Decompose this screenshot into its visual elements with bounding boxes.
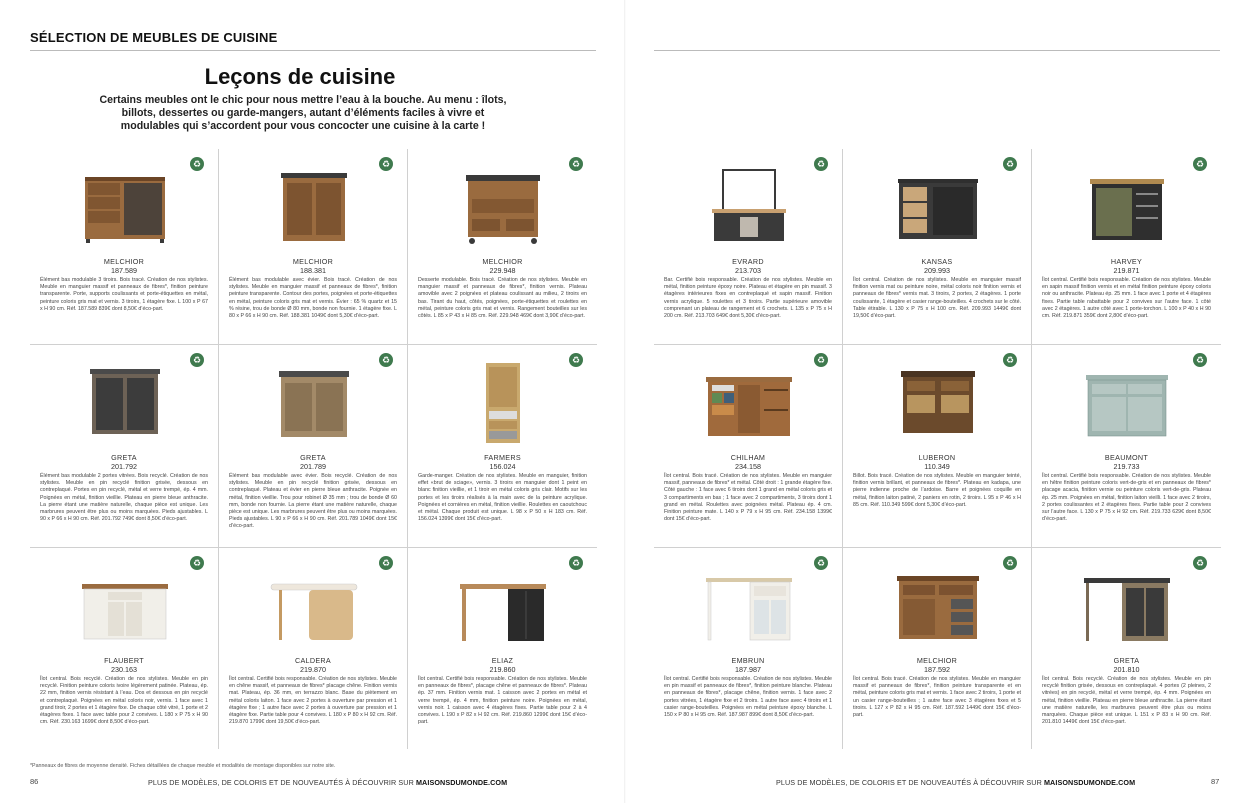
page-number-left: 86 bbox=[30, 777, 39, 786]
product-description: Îlot central. Certifié bois responsable. Création de nos stylistes. Meuble en pin massif et panneaux de fibres*, finition peinture blanche. Plateau en panneaux de fibres*, placage chêne, finition vernis. 1 face avec 2 portes vitrées, 1 étagère fixe et 2 tiroirs. 1 autre face avec 4 tiroirs et 1 casier range-bouteilles. Poignées en métal peinture époxy blanche. L 150 x P 80 x H 95 cm. Réf. 187.987 899€ dont 8,50€ d’éco-part. bbox=[664, 676, 832, 719]
eco-leaf-icon: ♻ bbox=[1003, 157, 1017, 171]
oval-island-icon bbox=[269, 562, 359, 650]
product-description: Desserte modulable. Bois tracé. Création de nos stylistes. Meuble en manguier massif et panneaux de fibres*, finition vernis. Plateau amovible avec 2 poignées et plateau coulissant au milieu, 2 tiroirs en bas. Tirant du haut, côtés, poignées, porte-étiquettes et roulettes en métal, peinture coloris gris mat et vernis. Rangement bouteilles sur les côtés. L 85 x P 43 x H 85 cm. Réf. 229.948 469€ dont 3,90€ d’éco-part. bbox=[418, 277, 587, 320]
product-description: Îlot central. Création de nos stylistes. Meuble en manguier massif finition vernis mat ou peinture noire, métal coloris noir finition vernis et panneaux de fibres* vernis mat. 3 tiroirs, 2 portes, 2 étagères. 1 porte coulissante, 1 étagère et casier range-bouteilles. 4 crochets sur le côté. Table étirable. L 130 x P 75 x H 100 cm. Réf. 209.993 1449€ dont 19,50€ d’éco-part. bbox=[853, 277, 1021, 320]
eco-leaf-icon: ♻ bbox=[1003, 556, 1017, 570]
eco-leaf-icon: ♻ bbox=[569, 157, 583, 171]
product-card[interactable] bbox=[654, 149, 843, 345]
footer-text: PLUS DE MODÈLES, DE COLORIS ET DE NOUVEAUTÉS À DÉCOUVRIR SUR bbox=[776, 778, 1044, 787]
product-description: Billot. Bois tracé. Création de nos stylistes. Meuble en manguier teinté, finition vernis brillant, et panneaux de fibres*. Plateau en kadapa, une pierre indienne proche de l’ardoise. Barre et poignées coquille en métal, finition laiton patiné, 2 paniers en rotin, 2 tiroirs. L 95 x P 46 x H 85 cm. Réf. 110.349 599€ dont 5,30€ d’éco-part. bbox=[853, 473, 1021, 508]
eco-leaf-icon: ♻ bbox=[1003, 353, 1017, 367]
product-card[interactable] bbox=[30, 345, 219, 548]
eco-leaf-icon: ♻ bbox=[1193, 353, 1207, 367]
product-description: Garde-manger. Création de nos stylistes. Meuble en manguier, finition effet «brut de sciage», vernis. 3 tiroirs en manguier dont 1 peint en blanc finition vieillie, et 1 tiroir en métal coloris gris clair. Motifs sur les portes et les tiroirs réalisés à la main avec de la peinture acrylique. Poignées et cornières en métal, finition vieillie. Roulettes en caoutchouc et métal. Chaque produit est unique. L 98 x P 50 x H 183 cm. Réf. 156.024 1399€ dont 15€ d’éco-part. bbox=[418, 473, 587, 523]
product-card[interactable] bbox=[843, 548, 1032, 749]
product-card[interactable] bbox=[1032, 149, 1221, 345]
product-name: MELCHIOR bbox=[482, 257, 523, 266]
product-ref: 201.810 bbox=[1113, 665, 1140, 674]
product-description: Élément bas modulable avec évier. Bois tracé. Création de nos stylistes. Meuble en manguier massif et panneaux de fibres*, finition peinture transparente. Contour des portes, poignées et porte-étiquettes en métal, peinture coloris gris mat et vernis. Évier : 65 % quartz et 15 % résine, trou de bonde Ø 80 mm, bonde non fournie. 1 étagère fixe. L 80 x P 66 x H 90 cm. Réf. 188.381 1049€ dont 5,30€ d’éco-part. bbox=[229, 277, 397, 320]
product-card[interactable] bbox=[219, 345, 408, 548]
product-ref: 187.589 bbox=[111, 266, 137, 275]
white-island-icon bbox=[80, 562, 170, 650]
sage-island-icon bbox=[1082, 359, 1172, 447]
cabinet-drawers-icon bbox=[80, 163, 170, 251]
product-description: Îlot central. Certifié bois responsable. Création de nos stylistes. Meuble en panneaux de fibres*, placage chêne et panneaux de fibres*. Plateau ép. 37 mm. Finition vernis mat. 1 caisson avec 2 portes en métal et verre trempé, ép. 4 mm, finition peinture noire. Poignées en métal, vernis noir. 1 caisson avec 4 étagères fixes. Partie table pour 2 à 4 convives. L 190 x P 82 x H 92 cm. Réf. 219.860 1299€ dont 15€ d’éco-part. bbox=[418, 676, 587, 726]
green-island-icon bbox=[1082, 163, 1172, 251]
header-rule-left bbox=[30, 50, 596, 51]
product-description: Îlot central. Bois tracé. Création de nos stylistes. Meuble en manguier massif, panneaux de fibres* et métal. Côté droit : 1 grande étagère fixe. Côté gauche : 1 face avec 6 tiroirs dont 1 grand en métal coloris gris et 3 compartiments en bas ; 1 face avec 2 compartiments, 3 tiroirs dont 1 grand en métal. Roulettes avec poignées métal. Plateau ép. 4 cm. Finition peinture mate. L 140 x P 79 x H 95 cm. Réf. 234.158 1399€ dont 15€ d’éco-part. bbox=[664, 473, 832, 523]
product-description: Îlot central. Bois recyclé. Création de nos stylistes. Meuble en pin recyclé. Finition peinture coloris ivoire légèrement patinée. Plateau, ép. 22 mm, finition vernis résistant à l’eau. Dos et dessous en pin recyclé et contreplaqué. Poignées en métal coloris noir, vernis. 1 face avec 1 grand tiroir, 2 portes et 1 étagère fixe. De chaque côté vitré, 1 porte et 2 étagères fixes. 1 face avec table pour 2 convives. L 180 x P 75 x H 90 cm. Réf. 230.163 1699€ dont 8,50€ d’éco-part. bbox=[40, 676, 208, 726]
footer-site-link[interactable]: MAISONSDUMONDE.COM bbox=[415, 778, 508, 787]
product-ref: 187.592 bbox=[924, 665, 950, 674]
product-ref: 219.733 bbox=[1113, 462, 1140, 471]
product-card[interactable] bbox=[30, 149, 219, 345]
eco-leaf-icon: ♻ bbox=[379, 157, 393, 171]
product-grid-left bbox=[30, 149, 597, 749]
product-ref: 219.871 bbox=[1113, 266, 1140, 275]
footer-text: PLUS DE MODÈLES, DE COLORIS ET DE NOUVEAUTÉS À DÉCOUVRIR SUR bbox=[148, 778, 416, 787]
eco-leaf-icon: ♻ bbox=[569, 353, 583, 367]
product-name: HARVEY bbox=[1110, 257, 1143, 266]
product-name: ELIAZ bbox=[491, 656, 514, 665]
eco-leaf-icon: ♻ bbox=[1193, 157, 1207, 171]
product-card[interactable] bbox=[408, 345, 597, 548]
product-ref: 229.948 bbox=[489, 266, 516, 275]
eco-leaf-icon: ♻ bbox=[569, 556, 583, 570]
product-card[interactable] bbox=[30, 548, 219, 749]
pantry-cabinet-icon bbox=[458, 359, 548, 447]
product-name: MELCHIOR bbox=[103, 257, 145, 266]
product-name: GRETA bbox=[111, 453, 137, 462]
product-card[interactable] bbox=[219, 548, 408, 749]
serving-cart-icon bbox=[458, 163, 548, 251]
product-name: EMBRUN bbox=[731, 656, 765, 665]
white-desk-island-icon bbox=[704, 562, 794, 650]
footer-site-link[interactable]: MAISONSDUMONDE.COM bbox=[1043, 778, 1136, 787]
product-description: Élément bas modulable avec évier. Bois recyclé. Création de nos stylistes. Meuble en pin recyclé finition grisée, dessous en contreplaqué. Plateau et évier en pierre bleue anthracite. Poignée en métal, finition vieillie. Trou pour robinet Ø 35 mm ; trou de bonde Ø 60 mm, bonde non fournie. La pierre étant une matière naturelle, chaque pièce est unique. Les marbrures peuvent être plus ou moins marquées. Pieds ajustables. L 90 x P 66 x H 90 cm. Réf. 201.789 1049€ dont 15€ d’éco-part. bbox=[229, 473, 397, 530]
product-name: GRETA bbox=[1113, 656, 1140, 665]
product-ref: 187.987 bbox=[735, 665, 761, 674]
product-ref: 201.792 bbox=[111, 462, 137, 471]
sink-cabinet-icon bbox=[269, 359, 359, 447]
product-description: Îlot central. Bois recyclé. Création de nos stylistes. Meuble en pin recyclé finition grisée, dessous en contreplaqué. 4 portes (2 pleines, 2 vitrées) en pin recyclé, métal et verre trempé, ép. 4 mm. Poignées en métal, finition vieillie. Plateau en pierre bleue anthracite. La pierre étant une matière naturelle, les marbrures peuvent être plus ou moins marquées. Chaque pièce est unique. L 151 x P 83 x H 90 cm. Réf. 201.810 1449€ dont 15€ d’éco-part. bbox=[1042, 676, 1211, 726]
product-ref: 213.703 bbox=[735, 266, 761, 275]
eco-leaf-icon: ♻ bbox=[190, 353, 204, 367]
product-card[interactable] bbox=[408, 548, 597, 749]
product-name: KANSAS bbox=[921, 257, 953, 266]
glass-cabinet-icon bbox=[80, 359, 170, 447]
product-ref: 201.789 bbox=[300, 462, 326, 471]
product-ref: 156.024 bbox=[489, 462, 516, 471]
product-description: Élément bas modulable 3 tiroirs. Bois tracé. Création de nos stylistes. Meuble en manguier massif et panneaux de fibres*, finition peinture transparente. Porte, supports coulissants et porte-étiquettes en métal, peinture coloris gris mat et vernis. 3 tiroirs, 1 étagère fixe. L 100 x P 67 x H 90 cm. Réf. 187.589 839€ dont 8,50€ d’éco-part. bbox=[40, 277, 208, 312]
product-ref: 234.158 bbox=[735, 462, 761, 471]
product-name: CHILHAM bbox=[730, 453, 766, 462]
product-name: MELCHIOR bbox=[916, 656, 958, 665]
eco-leaf-icon: ♻ bbox=[814, 157, 828, 171]
product-card[interactable] bbox=[654, 345, 843, 548]
multi-drawer-island-icon bbox=[704, 359, 794, 447]
footer-right bbox=[776, 778, 1135, 787]
product-description: Bar. Certifié bois responsable. Création de nos stylistes. Meuble en métal, finition peinture époxy noire. Plateau et étagère en pin massif. 3 étagères intérieures fixes en contreplaqué et sapin massif. Finition vernis acrylique. 5 roulettes et 3 tiroirs. Partie supérieure amovible comprenant un plateau de rangement et 6 crochets. L 135 x P 75 x H 200 cm. Réf. 213.703 649€ dont 5,30€ d’éco-part. bbox=[664, 277, 832, 320]
product-ref: 209.993 bbox=[924, 266, 950, 275]
product-name: MELCHIOR bbox=[292, 257, 334, 266]
cabinet-doors-icon bbox=[269, 163, 359, 251]
product-card[interactable] bbox=[654, 548, 843, 749]
product-ref: 230.163 bbox=[111, 665, 137, 674]
table-island-icon bbox=[1082, 562, 1172, 650]
eco-leaf-icon: ♻ bbox=[190, 157, 204, 171]
product-card[interactable] bbox=[219, 149, 408, 345]
eco-leaf-icon: ♻ bbox=[814, 556, 828, 570]
product-name: FLAUBERT bbox=[104, 656, 144, 665]
product-card[interactable] bbox=[408, 149, 597, 345]
basket-block-icon bbox=[893, 359, 983, 447]
product-ref: 219.870 bbox=[300, 665, 326, 674]
product-description: Îlot central. Certifié bois responsable. Création de nos stylistes. Meuble en chêne massif, et panneaux de fibres* placage chêne. Finition vernis mat. Plateau, ép. 36 mm, en terrazzo blanc. Base du piètement en métal coloris laiton. 1 face avec 2 portes à ouverture par pression et 1 étagère fixe ; 1 autre face avec 2 portes à ouverture par pression et 1 étagère fixe. Partie table pour 4 convives. L 180 x P 80 x H 92 cm. Réf. 219.870 1799€ dont 19,50€ d’éco-part. bbox=[229, 676, 397, 726]
product-name: GRETA bbox=[300, 453, 326, 462]
product-card[interactable] bbox=[1032, 345, 1221, 548]
product-ref: 219.860 bbox=[489, 665, 516, 674]
intro-text: Certains meubles ont le chic pour nous mettre l’eau à la bouche. Au menu : îlots, billots, dessertes ou garde-mangers, autant d’éléments faciles à vivre et modulables qui s’accordent pour vous concocter une cuisine à la carte ! bbox=[99, 94, 507, 132]
eco-leaf-icon: ♻ bbox=[190, 556, 204, 570]
bar-cart-icon bbox=[704, 163, 794, 251]
eco-leaf-icon: ♻ bbox=[379, 556, 393, 570]
page-number-right: 87 bbox=[1211, 777, 1220, 786]
drawer-island-icon bbox=[893, 562, 983, 650]
product-card[interactable] bbox=[843, 345, 1032, 548]
product-description: Élément bas modulable 2 portes vitrées. Bois recyclé. Création de nos stylistes. Meuble en pin recyclé finition grisée, dessous en contreplaqué. Portes en pin recyclé, métal et verre trempé, ép. 4 mm. Poignées en métal, finition vieillie. Plateau en pierre bleue anthracite. La pierre étant une matière naturelle, chaque pièce est unique. Les marbrures peuvent être plus ou moins marquées. Pieds ajustables. L 90 x P 66 x H 90 cm. Réf. 201.792 749€ dont 8,50€ d’éco-part. bbox=[40, 473, 208, 523]
product-ref: 188.381 bbox=[300, 266, 326, 275]
eco-leaf-icon: ♻ bbox=[1193, 556, 1207, 570]
product-name: EVRARD bbox=[732, 257, 764, 266]
product-name: FARMERS bbox=[484, 453, 521, 462]
product-name: BEAUMONT bbox=[1104, 453, 1149, 462]
product-description: Îlot central. Certifié bois responsable. Création de nos stylistes. Meuble en hêtre finition peinture coloris vert-de-gris et en panneaux de fibres* placage acacia, finition vernie ou peinture coloris vert-de-gris. Plateau ép. 25 mm. Poignées en métal, finition laiton vieilli. 1 face avec 2 tiroirs, 2 portes coulissantes et 2 étagères fixes. Partie table pour 2 convives sur l’autre face. L 130 x P 75 x H 92 cm. Réf. 219.733 629€ dont 8,50€ d’éco-part. bbox=[1042, 473, 1211, 523]
header-rule-right bbox=[654, 50, 1220, 51]
section-title: SÉLECTION DE MEUBLES DE CUISINE bbox=[30, 30, 278, 45]
footnote: *Panneaux de fibres de moyenne densité. Fiches détaillées de chaque meuble et modalités de montage disponibles sur notre site. bbox=[30, 763, 336, 769]
black-island-icon bbox=[893, 163, 983, 251]
product-name: CALDERA bbox=[294, 656, 332, 665]
product-card[interactable] bbox=[1032, 548, 1221, 749]
page-spine bbox=[624, 0, 626, 803]
product-card[interactable] bbox=[843, 149, 1032, 345]
bar-island-icon bbox=[458, 562, 548, 650]
headline: Leçons de cuisine bbox=[204, 64, 396, 89]
eco-leaf-icon: ♻ bbox=[379, 353, 393, 367]
product-description: Îlot central. Bois tracé. Création de nos stylistes. Meuble en manguier massif et panneaux de fibres*, finition peinture transparente et en métal, peinture coloris gris mat et vernis. 1 face avec 2 tiroirs, 1 porte et un casier range-bouteilles ; 1 autre face avec 3 étagères fixes et 5 tiroirs. L 127 x P 82 x H 95 cm. Réf. 187.592 1449€ dont 15€ d’éco-part. bbox=[853, 676, 1021, 719]
footer-left bbox=[148, 778, 507, 787]
product-ref: 110.349 bbox=[924, 462, 950, 471]
product-description: Îlot central. Certifié bois responsable. Création de nos stylistes. Meuble en sapin massif finition vernis et en métal finition peinture époxy coloris noir ou anthracite. Plateau ép. 25 mm. 1 face avec 1 porte et 4 étagères fixes. Partie table rabattable pour 2 convives sur l’autre face. 1 côté avec 2 étagères. 1 autre côté avec 1 porte-torchon. L 100 x P 40 x H 90 cm. Réf. 219.871 359€ dont 2,80€ d’éco-part. bbox=[1042, 277, 1211, 320]
eco-leaf-icon: ♻ bbox=[814, 353, 828, 367]
product-grid-right bbox=[654, 149, 1221, 749]
product-name: LUBERON bbox=[918, 453, 956, 462]
